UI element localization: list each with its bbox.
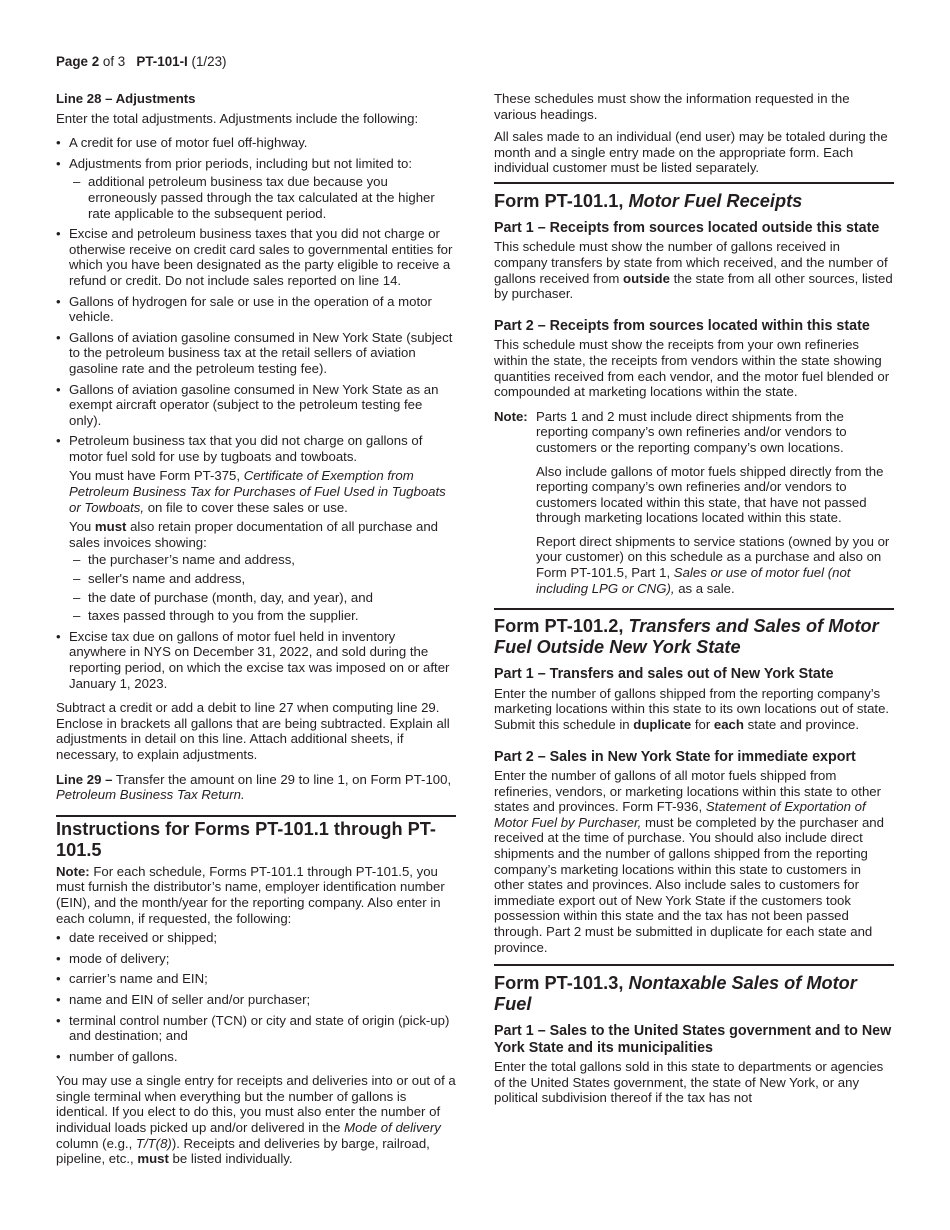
list-item: • date received or shipped;	[56, 930, 456, 946]
list-item: • number of gallons.	[56, 1049, 456, 1065]
documentation-list	[56, 552, 456, 623]
form-pt101-3-heading: Form PT-101.3, Nontaxable Sales of Motor Fuel	[494, 973, 857, 1015]
list-item: – the purchaser’s name and address,	[56, 552, 456, 568]
pt101-2-part2-text: Enter the number of gallons of all motor fuels shipped from refineries, vendors, or marketing locations within this state to other states and provinces. Form FT-936, Statement of Exportation of Motor Fuel by Purchaser, must be completed by the purchaser and received at the time of purchase. You should also include direct shipments and the number of gallons shipped from the reporting company’s marketing locations within this state to customers in other states and provinces. Also include sales to customers for immediate export out of New York State if the customers took possession within this state and the tax has not been passed through. Part 2 must be submitted in duplicate for each state and province.	[494, 768, 884, 955]
list-item: • Gallons of aviation gasoline consumed in New York State (subject to the petroleum business tax at the retail sellers of aviation gasoline rate and the petroleum testing fee).	[56, 330, 456, 377]
adjustments-list	[56, 135, 456, 691]
list-item: • Excise tax due on gallons of motor fuel held in inventory anywhere in NYS on December 31, 2022, and sold during the reporting period, on which the excise tax was imposed on or after January 1, 2023.	[56, 629, 456, 691]
list-item: • Gallons of aviation gasoline consumed in New York State as an exempt aircraft operator (subject to the petroleum testing fee only).	[56, 382, 456, 429]
pt101-2-part1-text: Enter the number of gallons shipped from the reporting company’s marketing locations within this state to its own locations out of state. Submit this schedule in duplicate for each state and province.	[494, 685, 890, 732]
right-column	[494, 91, 894, 1115]
form-pt101-2-heading: Form PT-101.2, Transfers and Sales of Motor Fuel Outside New York State	[494, 616, 879, 658]
list-item: – the date of purchase (month, day, and year), and	[56, 590, 456, 606]
subtract-paragraph: Subtract a credit or add a debit to line 27 when computing line 29. Enclose in brackets all gallons that are being subtracted. Explain all adjustments in detail on this line. Attach additional sheets, if necessary, to explain adjustments.	[56, 700, 450, 762]
instructions-note: Note: For each schedule, Forms PT-101.1 through PT-101.5, you must furnish the distributor’s name, employer identification number (EIN), and the month/year for the reporting company. Also enter in each column, if requested, the following:	[56, 863, 445, 926]
pt101-1-note: Note: Parts 1 and 2 must include direct shipments from the reporting company’s own refineries and/or vendors to customers or the reporting company’s own locations. Also include gallons of motor fuels shipped directly from the reporting company’s own refineries and/or vendors to customers located within this state, that have not passed through marketing locations located within this state. Report direct shipments to service stations (owned by you or your customer) on this schedule as a purchase and also on Form PT-101.5, Part 1, Sales or use of motor fuel (not including LPG or CNG), as a sale.	[494, 409, 894, 597]
note-paragraph: Report direct shipments to service stations (owned by you or your customer) on this schedule as a purchase and also on Form PT-101.5, Part 1, Sales or use of motor fuel (not including LPG or CNG), as a sale.	[536, 533, 890, 596]
pt101-2-part2-heading: Part 2 – Sales in New York State for immediate export	[494, 748, 856, 765]
section-divider	[494, 608, 894, 616]
list-item: • terminal control number (TCN) or city and state of origin (pick-up) and destination; and	[56, 1013, 456, 1044]
pt101-1-part1-text: This schedule must show the number of gallons received in company transfers by state from which received, and the number of gallons received from outside the state from all other sources, listed by purchaser.	[494, 239, 893, 302]
form-pt101-1-heading: Form PT-101.1, Motor Fuel Receipts	[494, 190, 803, 211]
list-item: • A credit for use of motor fuel off-highway.	[56, 135, 456, 151]
documentation-note: You must also retain proper documentation of all purchase and sales invoices showing:	[69, 519, 439, 550]
end-user-paragraph: All sales made to an individual (end user) may be totaled during the month and a single entry made on the appropriate form. Each individual customer must be listed separately.	[494, 129, 888, 176]
pt101-1-part2-text: This schedule must show the receipts from your own refineries within the state, the receipts from vendors within the state showing quantities received from each vendor, and the motor fuel blended or compounded at marketing locations within the state.	[494, 337, 890, 400]
list-item: – taxes passed through to you from the supplier.	[56, 608, 456, 624]
list-item: – additional petroleum business tax due because you erroneously passed through the tax calculated at the higher rate applicable to the subsequent period.	[69, 174, 456, 221]
list-item: • Excise and petroleum business taxes that you did not charge or otherwise receive on credit card sales to governmental entities for which you have been designated as the party eligible to receive a refund or credit. Do not include sales reported on line 14.	[56, 226, 456, 288]
section-divider	[494, 182, 894, 191]
pt101-2-part1-heading: Part 1 – Transfers and sales out of New York State	[494, 666, 834, 683]
line29-paragraph: Line 29 – Transfer the amount on line 29 to line 1, on Form PT-100, Petroleum Business Tax Return.	[56, 771, 452, 803]
pt101-3-part1-heading: Part 1 – Sales to the United States government and to New York State and its municipalities	[494, 1023, 892, 1056]
list-item: • name and EIN of seller and/or purchaser;	[56, 992, 456, 1008]
pt101-3-part1-text: Enter the total gallons sold in this state to departments or agencies of the United States government, the state of New York, or any political subdivision thereof if the tax has not	[494, 1059, 884, 1106]
single-entry-paragraph: You may use a single entry for receipts and deliveries into or out of a single terminal when everything but the number of gallons is identical. If you elect to do this, you must also enter the number of individual loads picked up and/or delivered in the Mode of delivery column (e.g., T/T(8)). Receipts and deliveries by barge, railroad, pipeline, etc., must be listed individually.	[56, 1073, 456, 1167]
form-id: PT-101-I	[136, 54, 188, 69]
note-paragraph: Also include gallons of motor fuels shipped directly from the reporting company’s own refineries and/or vendors to customers located within this state, that have not passed through marketing locations located within this state.	[536, 463, 884, 526]
list-item: • carrier’s name and EIN;	[56, 971, 456, 987]
list-item: • Gallons of hydrogen for sale or use in the operation of a motor vehicle.	[56, 294, 456, 325]
page-header: Page 2 of 3 PT-101-I (1/23)	[56, 54, 227, 69]
schedules-paragraph: These schedules must show the information requested in the various headings.	[494, 91, 850, 122]
column-list	[56, 930, 456, 1064]
instructions-heading: Instructions for Forms PT-101.1 through PT-101.5	[56, 818, 436, 860]
note-paragraph: Parts 1 and 2 must include direct shipments from the reporting company’s own refineries and/or vendors to customers or the reporting company’s own locations.	[536, 408, 847, 455]
line28-intro: Enter the total adjustments. Adjustments include the following:	[56, 110, 419, 126]
pt101-1-part2-heading: Part 2 – Receipts from sources located within this state	[494, 317, 870, 334]
list-item: • Petroleum business tax that you did not charge on gallons of motor fuel sold for use by tugboats and towboats. You must have Form PT-375, Certificate of Exemption from Petroleum Business Tax for Purchases of Fuel Used in Tugboats or Towboats, on file to cover these sales or use. You must also retain proper documentation of all purchase and sales invoices showing: – the purchaser’s name and address, – seller's name and address, – the date of purchase (month, day, and year), and – taxes passed through to you from the supplier.	[56, 433, 456, 624]
section-divider	[494, 964, 894, 973]
pt101-1-part1-heading: Part 1 – Receipts from sources located outside this state	[494, 219, 880, 236]
pt375-note: You must have Form PT-375, Certificate of Exemption from Petroleum Business Tax for Purchases of Fuel Used in Tugboats or Towboats, on file to cover these sales or use.	[69, 468, 446, 515]
list-item: • mode of delivery;	[56, 951, 456, 967]
list-item: – seller's name and address,	[56, 571, 456, 587]
line28-heading: Line 28 – Adjustments	[56, 91, 196, 106]
list-item: • Adjustments from prior periods, including but not limited to: – additional petroleum business tax due because you erroneously passed through the tax calculated at the higher rate applicable to the subsequent period.	[56, 156, 456, 221]
left-column	[56, 91, 456, 1176]
